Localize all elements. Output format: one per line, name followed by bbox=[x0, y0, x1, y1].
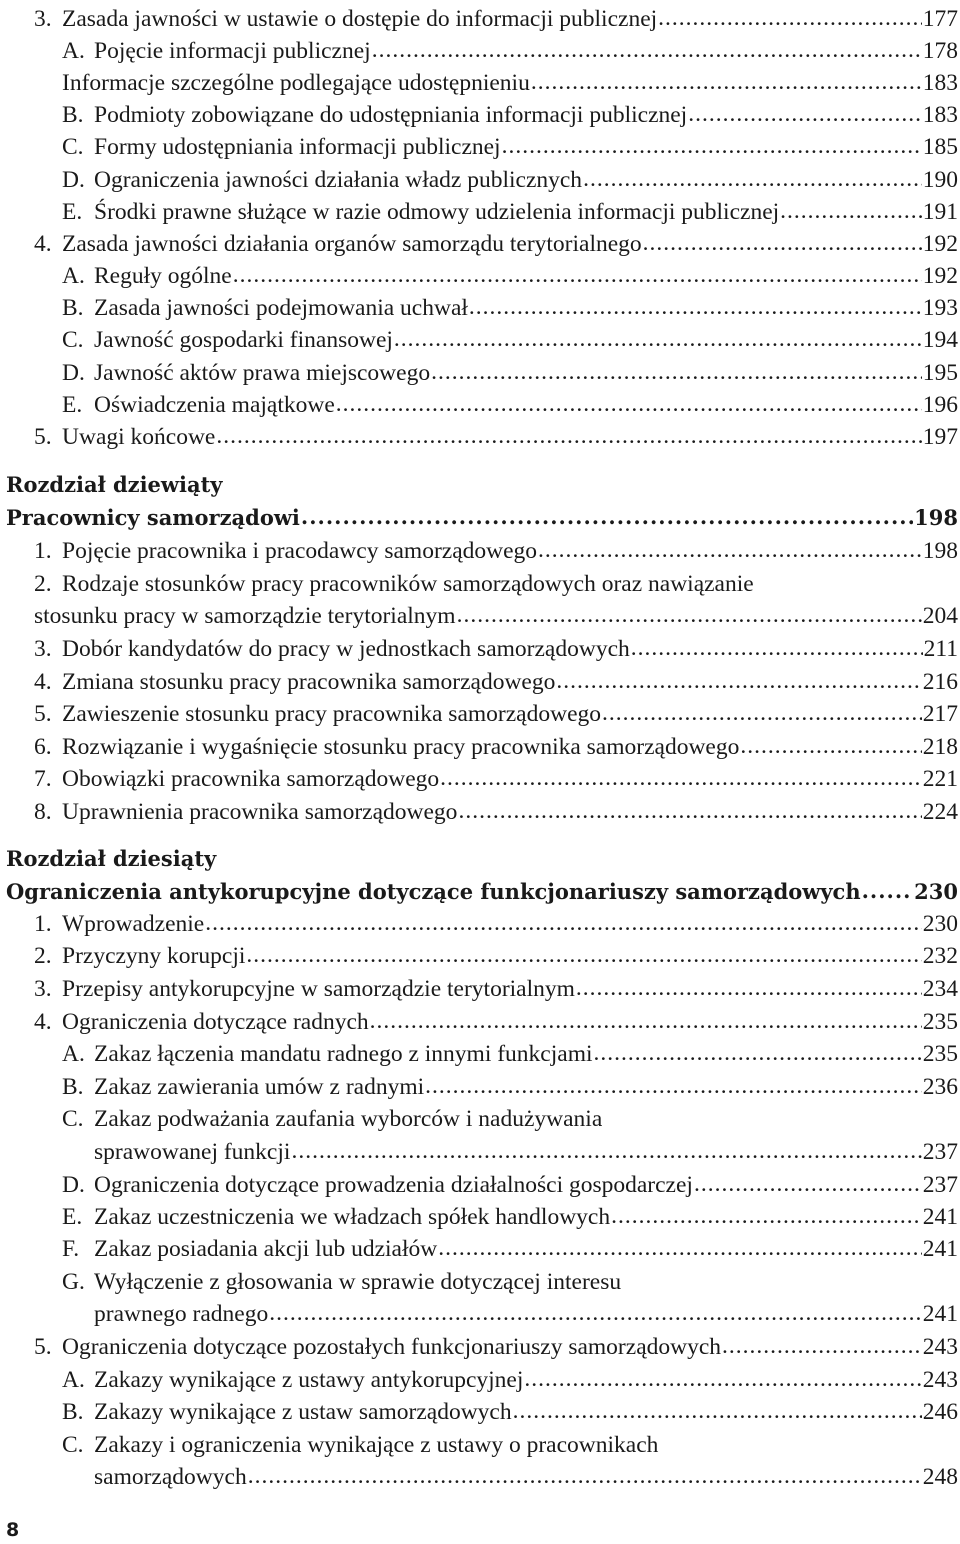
entry-title: Zasada jawności podejmowania uchwał bbox=[94, 295, 468, 321]
toc-entry[interactable] bbox=[62, 1364, 958, 1396]
toc-entry[interactable] bbox=[34, 1006, 958, 1038]
entry-page-number: 218 bbox=[922, 734, 958, 760]
entry-title: Dobór kandydatów do pracy w jednostkach samorządowych bbox=[62, 636, 630, 662]
entry-page-number: 183 bbox=[922, 70, 958, 96]
toc-entry[interactable] bbox=[34, 698, 958, 730]
dot-leader bbox=[594, 1037, 922, 1069]
dot-leader bbox=[722, 1330, 922, 1362]
entry-title: Jawność aktów prawa miejscowego bbox=[94, 360, 431, 386]
dot-leader bbox=[524, 1363, 921, 1395]
entry-title: Zasada jawności działania organów samorządu terytorialnego bbox=[62, 231, 642, 257]
entry-title: Zawieszenie stosunku pracy pracownika samorządowego bbox=[62, 701, 601, 727]
dot-leader bbox=[556, 665, 921, 697]
dot-leader bbox=[576, 972, 922, 1004]
dot-leader bbox=[740, 730, 921, 762]
dot-leader bbox=[658, 2, 922, 34]
toc-entry[interactable] bbox=[62, 1396, 958, 1428]
entry-title: Zmiana stosunku pracy pracownika samorządowego bbox=[62, 669, 556, 695]
entry-page-number: 235 bbox=[922, 1041, 958, 1067]
entry-title: Pracownicy samorządowi bbox=[6, 505, 300, 530]
dot-leader bbox=[538, 534, 922, 566]
entry-page-number: 183 bbox=[922, 102, 958, 128]
toc-entry[interactable] bbox=[62, 99, 958, 131]
toc-entry[interactable] bbox=[62, 292, 958, 324]
entry-number: 4. bbox=[34, 1009, 52, 1035]
entry-page-number: 191 bbox=[922, 199, 958, 225]
toc-entry[interactable] bbox=[62, 1266, 958, 1298]
page-number: 8 bbox=[6, 1519, 20, 1541]
entry-page-number: 237 bbox=[922, 1139, 958, 1165]
entry-number: 4. bbox=[34, 231, 52, 257]
entry-title: Zakaz łączenia mandatu radnego z innymi funkcjami bbox=[94, 1041, 593, 1067]
entry-page-number: 241 bbox=[922, 1301, 958, 1327]
entry-page-number: 217 bbox=[922, 701, 958, 727]
entry-title: Zasada jawności w ustawie o dostępie do informacji publicznej bbox=[62, 6, 658, 32]
entry-page-number: 246 bbox=[922, 1399, 958, 1425]
toc-entry[interactable] bbox=[62, 389, 958, 421]
entry-number: F. bbox=[62, 1236, 80, 1262]
entry-page-number: 235 bbox=[922, 1009, 958, 1035]
toc-entry[interactable] bbox=[34, 940, 958, 972]
toc-entry[interactable] bbox=[34, 633, 958, 665]
entry-title: Rodzaje stosunków pracy pracowników samorządowych oraz nawiązanie bbox=[62, 571, 754, 597]
entry-page-number: 192 bbox=[922, 263, 958, 289]
entry-page-number: 230 bbox=[914, 879, 958, 904]
entry-number: 7. bbox=[34, 766, 52, 792]
entry-page-number: 196 bbox=[922, 392, 958, 418]
entry-page-number: 198 bbox=[914, 505, 958, 530]
entry-title: Ograniczenia dotyczące prowadzenia działalności gospodarczej bbox=[94, 1172, 693, 1198]
entry-number: B. bbox=[62, 295, 84, 321]
entry-number: G. bbox=[62, 1269, 85, 1295]
entry-title: Oświadczenia majątkowe bbox=[94, 392, 335, 418]
entry-title: Ograniczenia dotyczące pozostałych funkcjonariuszy samorządowych bbox=[62, 1334, 722, 1360]
dot-leader bbox=[469, 291, 922, 323]
dot-leader bbox=[301, 501, 913, 533]
toc-entry[interactable] bbox=[94, 1136, 958, 1168]
entry-title: Jawność gospodarki finansowej bbox=[94, 327, 393, 353]
entry-number: 6. bbox=[34, 734, 52, 760]
entry-number: 2. bbox=[34, 943, 52, 969]
toc-entry[interactable] bbox=[62, 324, 958, 356]
entry-page-number: 236 bbox=[922, 1074, 958, 1100]
entry-title: sprawowanej funkcji bbox=[94, 1139, 291, 1165]
chapter-heading: Rozdział dziewiąty bbox=[6, 472, 223, 497]
toc-entry[interactable] bbox=[62, 1233, 958, 1265]
dot-leader bbox=[233, 259, 922, 291]
entry-title: Ograniczenia antykorupcyjne dotyczące funkcjonariuszy samorządowych bbox=[6, 879, 861, 904]
entry-title: Formy udostępniania informacji publicznej bbox=[94, 134, 501, 160]
dot-leader bbox=[438, 1232, 922, 1264]
entry-number: 2. bbox=[34, 571, 52, 597]
entry-title: prawnego radnego bbox=[94, 1301, 269, 1327]
entry-number: C. bbox=[62, 1432, 84, 1458]
toc-entry[interactable] bbox=[62, 1071, 958, 1103]
entry-page-number: 230 bbox=[922, 911, 958, 937]
dot-leader bbox=[246, 939, 921, 971]
entry-title: Zakaz uczestniczenia we władzach spółek handlowych bbox=[94, 1204, 611, 1230]
dot-leader bbox=[458, 795, 921, 827]
entry-number: B. bbox=[62, 1399, 84, 1425]
dot-leader bbox=[583, 163, 922, 195]
toc-entry[interactable] bbox=[94, 1298, 958, 1330]
toc-entry[interactable] bbox=[34, 973, 958, 1005]
entry-page-number: 232 bbox=[922, 943, 958, 969]
dot-leader bbox=[502, 130, 922, 162]
entry-page-number: 185 bbox=[922, 134, 958, 160]
toc-entry[interactable] bbox=[34, 535, 958, 567]
toc-entry[interactable] bbox=[34, 421, 958, 453]
entry-page-number: 193 bbox=[922, 295, 958, 321]
toc-entry[interactable] bbox=[62, 164, 958, 196]
entry-number: C. bbox=[62, 327, 84, 353]
entry-page-number: 194 bbox=[922, 327, 958, 353]
toc-entry[interactable] bbox=[62, 196, 958, 228]
dot-leader bbox=[248, 1460, 922, 1492]
dot-leader bbox=[370, 1005, 922, 1037]
entry-page-number: 211 bbox=[923, 636, 958, 662]
entry-title: Reguły ogólne bbox=[94, 263, 232, 289]
entry-page-number: 195 bbox=[922, 360, 958, 386]
dot-leader bbox=[513, 1395, 922, 1427]
toc-entry[interactable] bbox=[94, 1461, 958, 1493]
entry-number: 3. bbox=[34, 6, 52, 32]
entry-number: 5. bbox=[34, 1334, 52, 1360]
entry-title: Zakazy wynikające z ustawy antykorupcyjnej bbox=[94, 1367, 524, 1393]
entry-title: Wprowadzenie bbox=[62, 911, 205, 937]
entry-number: 1. bbox=[34, 911, 52, 937]
dot-leader bbox=[372, 34, 922, 66]
entry-title: Przyczyny korupcji bbox=[62, 943, 246, 969]
entry-page-number: 234 bbox=[922, 976, 958, 1002]
entry-number: 1. bbox=[34, 538, 52, 564]
toc-entry[interactable] bbox=[62, 357, 958, 389]
dot-leader bbox=[631, 632, 923, 664]
entry-title: Ograniczenia jawności działania władz publicznych bbox=[94, 167, 583, 193]
dot-leader bbox=[291, 1135, 921, 1167]
dot-leader bbox=[394, 323, 922, 355]
entry-title: Zakazy i ograniczenia wynikające z ustawy o pracownikach bbox=[94, 1432, 659, 1458]
entry-page-number: 198 bbox=[922, 538, 958, 564]
entry-number: D. bbox=[62, 167, 85, 193]
dot-leader bbox=[694, 1168, 922, 1200]
entry-number: E. bbox=[62, 199, 83, 225]
entry-title: Informacje szczególne podlegające udostępnieniu bbox=[62, 70, 530, 96]
toc-entry[interactable] bbox=[34, 600, 958, 632]
entry-title: Zakaz posiadania akcji lub udziałów bbox=[94, 1236, 438, 1262]
entry-number: A. bbox=[62, 38, 85, 64]
toc-entry[interactable] bbox=[34, 568, 958, 600]
entry-number: 3. bbox=[34, 976, 52, 1002]
entry-page-number: 241 bbox=[922, 1236, 958, 1262]
entry-number: 8. bbox=[34, 799, 52, 825]
toc-entry[interactable] bbox=[62, 1103, 958, 1135]
entry-title: Pojęcie informacji publicznej bbox=[94, 38, 371, 64]
entry-page-number: 204 bbox=[922, 603, 958, 629]
entry-page-number: 243 bbox=[922, 1367, 958, 1393]
entry-title: Podmioty zobowiązane do udostępniania informacji publicznej bbox=[94, 102, 688, 128]
toc-entry[interactable] bbox=[34, 908, 958, 940]
entry-title: Zakaz zawierania umów z radnymi bbox=[94, 1074, 425, 1100]
toc-entry[interactable] bbox=[62, 1038, 958, 1070]
toc-entry[interactable] bbox=[34, 228, 958, 260]
dot-leader bbox=[269, 1297, 922, 1329]
entry-title: Ograniczenia dotyczące radnych bbox=[62, 1009, 369, 1035]
dot-leader bbox=[780, 195, 922, 227]
entry-number: A. bbox=[62, 1367, 85, 1393]
toc-entry[interactable] bbox=[62, 35, 958, 67]
toc-entry[interactable] bbox=[62, 131, 958, 163]
entry-title: Zakaz podważania zaufania wyborców i nadużywania bbox=[94, 1106, 603, 1132]
entry-title: Wyłączenie z głosowania w sprawie dotyczącej interesu bbox=[94, 1269, 622, 1295]
dot-leader bbox=[531, 66, 922, 98]
chapter-title-entry[interactable] bbox=[6, 876, 958, 908]
chapter-title-entry[interactable] bbox=[6, 502, 958, 534]
dot-leader bbox=[602, 697, 922, 729]
toc-entry[interactable] bbox=[34, 731, 958, 763]
entry-number: B. bbox=[62, 1074, 84, 1100]
dot-leader bbox=[431, 356, 922, 388]
entry-page-number: 241 bbox=[922, 1204, 958, 1230]
dot-leader bbox=[336, 388, 922, 420]
dot-leader bbox=[440, 762, 922, 794]
entry-number: D. bbox=[62, 1172, 85, 1198]
entry-number: C. bbox=[62, 134, 84, 160]
dot-leader bbox=[862, 875, 914, 907]
entry-number: D. bbox=[62, 360, 85, 386]
entry-title: Przepisy antykorupcyjne w samorządzie terytorialnym bbox=[62, 976, 575, 1002]
dot-leader bbox=[688, 98, 922, 130]
entry-page-number: 243 bbox=[922, 1334, 958, 1360]
toc-entry[interactable] bbox=[62, 67, 958, 99]
toc-entry[interactable] bbox=[34, 666, 958, 698]
entry-number: A. bbox=[62, 1041, 85, 1067]
entry-number: 4. bbox=[34, 669, 52, 695]
entry-number: A. bbox=[62, 263, 85, 289]
entry-page-number: 197 bbox=[922, 424, 958, 450]
entry-title: Obowiązki pracownika samorządowego bbox=[62, 766, 440, 792]
entry-number: E. bbox=[62, 392, 83, 418]
entry-number: 3. bbox=[34, 636, 52, 662]
entry-page-number: 224 bbox=[922, 799, 958, 825]
toc-entry[interactable] bbox=[34, 763, 958, 795]
dot-leader bbox=[425, 1070, 922, 1102]
dot-leader bbox=[205, 907, 922, 939]
toc-entry[interactable] bbox=[34, 3, 958, 35]
entry-page-number: 177 bbox=[922, 6, 958, 32]
dot-leader bbox=[457, 599, 922, 631]
entry-number: C. bbox=[62, 1106, 84, 1132]
entry-number: B. bbox=[62, 102, 84, 128]
entry-page-number: 190 bbox=[922, 167, 958, 193]
entry-title: Zakazy wynikające z ustaw samorządowych bbox=[94, 1399, 512, 1425]
toc-entry[interactable] bbox=[62, 1169, 958, 1201]
entry-page-number: 221 bbox=[922, 766, 958, 792]
entry-title: stosunku pracy w samorządzie terytorialnym bbox=[34, 603, 456, 629]
entry-number: E. bbox=[62, 1204, 83, 1230]
entry-title: Rozwiązanie i wygaśnięcie stosunku pracy pracownika samorządowego bbox=[62, 734, 740, 760]
entry-title: Uwagi końcowe bbox=[62, 424, 216, 450]
entry-number: 5. bbox=[34, 424, 52, 450]
entry-page-number: 248 bbox=[922, 1464, 958, 1490]
toc-entry[interactable] bbox=[62, 1429, 958, 1461]
entry-page-number: 178 bbox=[922, 38, 958, 64]
entry-page-number: 192 bbox=[922, 231, 958, 257]
entry-title: samorządowych bbox=[94, 1464, 247, 1490]
toc-entry[interactable] bbox=[62, 260, 958, 292]
entry-page-number: 216 bbox=[922, 669, 958, 695]
dot-leader bbox=[216, 420, 921, 452]
entry-title: Środki prawne służące w razie odmowy udzielenia informacji publicznej bbox=[94, 199, 780, 225]
entry-page-number: 237 bbox=[922, 1172, 958, 1198]
chapter-heading: Rozdział dziesiąty bbox=[6, 846, 217, 871]
dot-leader bbox=[643, 227, 922, 259]
toc-entry[interactable] bbox=[34, 1331, 958, 1363]
entry-number: 5. bbox=[34, 701, 52, 727]
entry-title: Pojęcie pracownika i pracodawcy samorządowego bbox=[62, 538, 538, 564]
toc-entry[interactable] bbox=[34, 796, 958, 828]
toc-entry[interactable] bbox=[62, 1201, 958, 1233]
entry-title: Uprawnienia pracownika samorządowego bbox=[62, 799, 458, 825]
dot-leader bbox=[611, 1200, 922, 1232]
